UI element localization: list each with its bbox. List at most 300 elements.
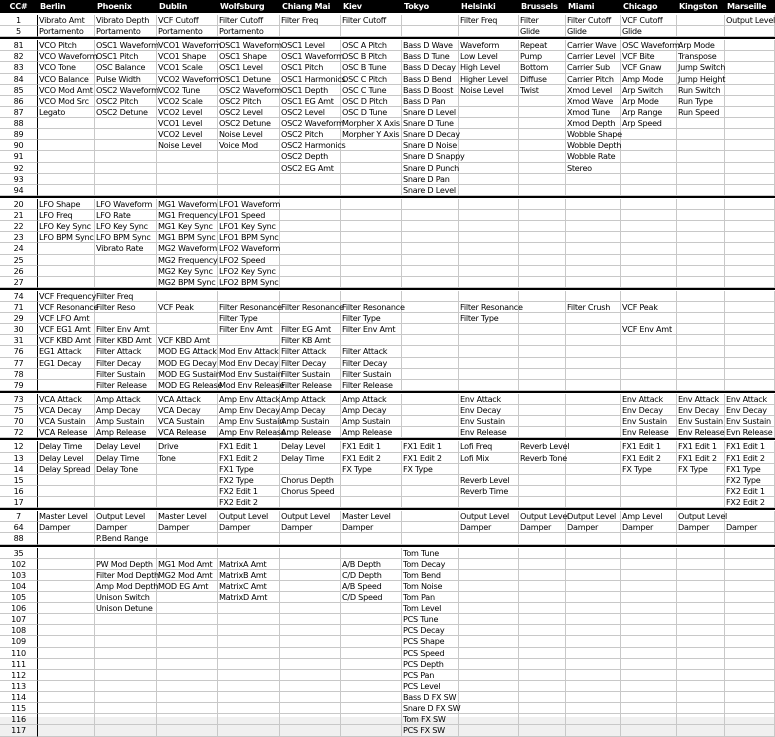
table-cell[interactable]: MatrixC Amt (218, 581, 280, 592)
table-cell[interactable] (519, 266, 566, 277)
cc-number-cell[interactable]: 90 (0, 140, 38, 151)
table-cell[interactable] (566, 475, 621, 486)
table-cell[interactable] (157, 614, 218, 625)
table-cell[interactable] (38, 670, 95, 681)
table-cell[interactable]: Filter Release (280, 380, 341, 391)
table-cell[interactable] (402, 210, 459, 221)
table-cell[interactable] (677, 255, 725, 266)
table-cell[interactable] (519, 221, 566, 232)
table-cell[interactable] (519, 380, 566, 391)
table-cell[interactable] (621, 199, 677, 210)
table-cell[interactable] (402, 522, 459, 533)
table-cell[interactable]: VCO Balance (38, 74, 95, 85)
table-cell[interactable] (38, 648, 95, 659)
table-cell[interactable] (280, 26, 341, 37)
table-cell[interactable]: VCA Release (157, 427, 218, 438)
table-cell[interactable] (341, 221, 402, 232)
table-cell[interactable] (459, 324, 519, 335)
table-cell[interactable] (280, 255, 341, 266)
table-cell[interactable]: Morpher Y Axis (341, 129, 402, 140)
cc-number-cell[interactable]: 112 (0, 670, 38, 681)
cc-number-cell[interactable]: 14 (0, 464, 38, 475)
table-cell[interactable] (459, 163, 519, 174)
table-cell[interactable]: FX2 Type (725, 475, 775, 486)
table-cell[interactable] (725, 335, 775, 346)
table-cell[interactable]: Bottom (519, 62, 566, 74)
table-cell[interactable] (566, 266, 621, 277)
table-cell[interactable]: Env Attack (677, 394, 725, 405)
table-cell[interactable] (95, 185, 157, 196)
table-cell[interactable] (341, 636, 402, 648)
table-cell[interactable]: Mod Env Release (219, 380, 285, 390)
table-cell[interactable] (519, 725, 566, 737)
table-cell[interactable]: Filter Env Amt (95, 324, 157, 335)
table-cell[interactable] (459, 346, 519, 358)
table-cell[interactable] (725, 670, 775, 681)
table-cell[interactable] (519, 592, 566, 603)
table-cell[interactable] (519, 394, 566, 405)
table-cell[interactable] (157, 659, 218, 670)
table-cell[interactable] (402, 497, 459, 508)
table-cell[interactable] (725, 659, 775, 670)
cc-number-cell[interactable]: 23 (0, 232, 38, 243)
table-cell[interactable] (459, 199, 519, 210)
table-cell[interactable]: Output Level (520, 511, 570, 521)
table-cell[interactable]: Amp Env Decay (219, 405, 280, 415)
table-cell[interactable]: Reverb Level (520, 441, 570, 451)
table-cell[interactable] (725, 603, 775, 614)
table-cell[interactable]: Env Sustain (621, 416, 677, 427)
cc-number-cell[interactable]: 26 (0, 266, 38, 277)
table-cell[interactable]: VCF Env Amt (621, 324, 677, 335)
cc-number-cell[interactable]: 107 (0, 614, 38, 625)
table-cell[interactable]: Bass D Bend (402, 74, 459, 85)
table-cell[interactable] (280, 243, 341, 255)
table-cell[interactable] (402, 277, 459, 288)
table-cell[interactable] (341, 614, 402, 625)
table-cell[interactable] (519, 416, 566, 427)
table-cell[interactable] (725, 185, 775, 196)
table-cell[interactable] (519, 636, 566, 648)
table-cell[interactable] (677, 486, 725, 497)
table-cell[interactable] (341, 603, 402, 614)
table-cell[interactable]: Amp Release (280, 427, 341, 438)
table-cell[interactable]: OSC1 Shape (218, 51, 280, 62)
table-cell[interactable]: Filter Crush (566, 302, 621, 313)
table-cell[interactable]: FX1 Edit 2 (341, 453, 402, 464)
table-cell[interactable] (519, 255, 566, 266)
table-cell[interactable]: FX1 Edit 1 (677, 441, 725, 453)
table-cell[interactable]: Wobble Shape (567, 129, 622, 139)
table-cell[interactable]: Noise Level (157, 140, 218, 151)
cc-number-cell[interactable]: 105 (0, 592, 38, 603)
cc-number-cell[interactable]: 31 (0, 335, 38, 346)
table-cell[interactable] (402, 416, 459, 427)
table-cell[interactable]: FX1 Edit 2 (725, 453, 775, 464)
table-cell[interactable]: VCA Attack (38, 394, 95, 405)
table-cell[interactable] (566, 210, 621, 221)
table-cell[interactable] (725, 581, 775, 592)
table-cell[interactable]: Snare D FX SW (403, 703, 461, 713)
table-cell[interactable]: Chorus Depth (280, 475, 341, 486)
table-cell[interactable]: Damper (157, 522, 218, 533)
table-cell[interactable] (38, 625, 95, 636)
table-cell[interactable]: OSC B Tune (341, 62, 402, 74)
table-cell[interactable] (459, 255, 519, 266)
cc-number-cell[interactable]: 115 (0, 703, 38, 714)
cc-number-cell[interactable]: 27 (0, 277, 38, 288)
table-cell[interactable] (157, 313, 218, 324)
table-cell[interactable] (621, 703, 677, 714)
cc-number-cell[interactable]: 76 (0, 346, 38, 358)
table-cell[interactable] (725, 51, 775, 62)
table-cell[interactable] (725, 174, 775, 185)
table-cell[interactable] (38, 533, 95, 545)
table-cell[interactable]: VCO1 Scale (157, 62, 218, 74)
table-cell[interactable]: Filter Resonance (342, 302, 405, 312)
table-cell[interactable] (621, 625, 677, 636)
table-cell[interactable] (402, 346, 459, 358)
table-cell[interactable] (677, 243, 725, 255)
table-cell[interactable] (519, 291, 566, 302)
cc-number-cell[interactable]: 109 (0, 636, 38, 648)
table-cell[interactable]: Amp Sustain (95, 416, 157, 427)
table-cell[interactable] (218, 681, 280, 692)
table-cell[interactable] (566, 346, 621, 358)
table-cell[interactable] (341, 548, 402, 559)
table-cell[interactable]: OSC1 Waveform (219, 40, 282, 50)
table-cell[interactable] (725, 163, 775, 174)
table-cell[interactable]: Amp Env Attack (219, 394, 281, 404)
table-cell[interactable] (402, 533, 459, 545)
table-cell[interactable]: LFO1 Waveform (219, 199, 281, 209)
table-cell[interactable]: High Level (459, 62, 519, 74)
table-cell[interactable] (519, 302, 566, 313)
table-cell[interactable]: Glide (621, 26, 677, 37)
table-cell[interactable]: LFO Freq (38, 210, 95, 221)
table-cell[interactable] (341, 140, 402, 151)
table-cell[interactable]: Amp Decay (280, 405, 341, 416)
table-cell[interactable] (95, 486, 157, 497)
table-cell[interactable] (459, 107, 519, 118)
table-cell[interactable]: VCF Cutoff (157, 15, 218, 26)
table-cell[interactable] (280, 636, 341, 648)
table-cell[interactable] (725, 614, 775, 625)
table-cell[interactable] (157, 291, 218, 302)
column-header-wolfsburg[interactable]: Wolfsburg (218, 0, 280, 13)
table-cell[interactable]: Amp Attack (280, 394, 341, 405)
table-cell[interactable] (519, 232, 566, 243)
table-cell[interactable]: Snare D Punch (403, 163, 460, 173)
table-cell[interactable]: MG1 Mod Amt (157, 559, 218, 570)
table-cell[interactable] (725, 199, 775, 210)
table-cell[interactable] (341, 185, 402, 196)
cc-number-cell[interactable]: 70 (0, 416, 38, 427)
table-cell[interactable] (725, 140, 775, 151)
table-cell[interactable] (621, 151, 677, 163)
table-cell[interactable]: Env Decay (459, 405, 519, 416)
table-cell[interactable]: Filter Reso (95, 302, 157, 313)
table-cell[interactable] (280, 559, 341, 570)
table-cell[interactable]: FX Type (341, 464, 402, 475)
table-cell[interactable] (38, 475, 95, 486)
table-cell[interactable] (157, 603, 218, 614)
table-cell[interactable] (280, 199, 341, 210)
table-cell[interactable] (519, 210, 566, 221)
cc-number-cell[interactable]: 103 (0, 570, 38, 581)
table-cell[interactable]: Filter Freq (280, 15, 341, 26)
table-cell[interactable] (566, 533, 621, 545)
table-cell[interactable] (677, 692, 725, 703)
table-cell[interactable] (218, 692, 280, 703)
table-cell[interactable]: Xmod Wave (566, 96, 621, 107)
table-cell[interactable] (280, 603, 341, 614)
table-cell[interactable] (459, 497, 519, 508)
table-cell[interactable] (157, 464, 218, 475)
table-cell[interactable] (621, 714, 677, 725)
table-cell[interactable]: Amp Sustain (341, 416, 402, 427)
table-cell[interactable] (677, 670, 725, 681)
table-cell[interactable] (621, 221, 677, 232)
table-cell[interactable] (157, 625, 218, 636)
table-cell[interactable] (519, 277, 566, 288)
table-cell[interactable] (280, 313, 341, 324)
table-cell[interactable] (38, 369, 95, 380)
table-cell[interactable] (677, 118, 725, 129)
table-cell[interactable] (341, 199, 402, 210)
table-cell[interactable]: Delay Time (95, 453, 157, 464)
table-cell[interactable] (621, 592, 677, 603)
table-cell[interactable]: Env Sustain (459, 416, 519, 427)
column-header-phoenix[interactable]: Phoenix (95, 0, 157, 13)
table-cell[interactable]: OSC2 Waveform (96, 85, 159, 95)
table-cell[interactable] (341, 26, 402, 37)
table-cell[interactable]: Env Attack (621, 394, 677, 405)
table-cell[interactable] (677, 232, 725, 243)
cc-number-cell[interactable]: 87 (0, 107, 38, 118)
table-cell[interactable] (566, 324, 621, 335)
table-cell[interactable] (38, 614, 95, 625)
table-cell[interactable] (157, 725, 218, 737)
table-cell[interactable] (280, 210, 341, 221)
table-cell[interactable]: Carrier Sub (566, 62, 621, 74)
table-cell[interactable] (218, 636, 280, 648)
table-cell[interactable]: Amp Env Sustain (219, 416, 284, 426)
table-cell[interactable]: Amp Mode (621, 74, 677, 85)
table-cell[interactable] (566, 380, 621, 391)
table-cell[interactable] (566, 570, 621, 581)
column-header-chiang-mai[interactable]: Chiang Mai (280, 0, 341, 13)
table-cell[interactable]: FX1 Type (725, 464, 775, 475)
table-cell[interactable] (95, 174, 157, 185)
table-cell[interactable]: OSC2 Waveform (281, 118, 344, 128)
table-cell[interactable] (725, 277, 775, 288)
table-cell[interactable]: OSC1 Detune (218, 74, 280, 85)
table-cell[interactable] (38, 174, 95, 185)
cc-number-cell[interactable]: 84 (0, 74, 38, 85)
table-cell[interactable] (519, 681, 566, 692)
table-cell[interactable] (677, 199, 725, 210)
table-cell[interactable] (459, 151, 519, 163)
table-cell[interactable] (459, 221, 519, 232)
table-cell[interactable] (519, 559, 566, 570)
table-cell[interactable]: Tom Noise (402, 581, 459, 592)
table-cell[interactable] (621, 692, 677, 703)
table-cell[interactable]: Tom Decay (402, 559, 459, 570)
cc-number-cell[interactable]: 116 (0, 714, 38, 725)
table-cell[interactable] (280, 533, 341, 545)
table-cell[interactable]: VCO Pitch (38, 40, 95, 51)
table-cell[interactable]: Glide (519, 26, 566, 37)
column-header-helsinki[interactable]: Helsinki (459, 0, 519, 13)
table-cell[interactable] (519, 243, 566, 255)
table-cell[interactable]: OSC C Pitch (341, 74, 402, 85)
table-cell[interactable] (566, 453, 621, 464)
table-cell[interactable] (725, 266, 775, 277)
table-cell[interactable] (95, 625, 157, 636)
table-cell[interactable] (677, 648, 725, 659)
table-cell[interactable] (95, 636, 157, 648)
table-cell[interactable] (341, 625, 402, 636)
cc-number-cell[interactable]: 104 (0, 581, 38, 592)
table-cell[interactable]: MG2 Mod Amt (157, 570, 218, 581)
table-cell[interactable] (677, 659, 725, 670)
table-cell[interactable] (519, 163, 566, 174)
table-cell[interactable]: FX2 Edit 2 (725, 497, 775, 508)
table-cell[interactable] (402, 199, 459, 210)
cc-number-cell[interactable]: 30 (0, 324, 38, 335)
table-cell[interactable]: Bass D Wave (402, 40, 459, 51)
table-cell[interactable] (157, 486, 218, 497)
cc-number-cell[interactable]: 7 (0, 511, 38, 522)
table-cell[interactable] (677, 625, 725, 636)
table-cell[interactable] (459, 725, 519, 737)
table-cell[interactable]: MOD EG Release (158, 380, 223, 390)
table-cell[interactable] (280, 185, 341, 196)
table-cell[interactable] (566, 659, 621, 670)
table-cell[interactable] (38, 548, 95, 559)
table-cell[interactable] (725, 692, 775, 703)
table-cell[interactable] (566, 670, 621, 681)
table-cell[interactable] (621, 313, 677, 324)
table-cell[interactable] (519, 335, 566, 346)
table-cell[interactable] (725, 625, 775, 636)
table-cell[interactable] (677, 497, 725, 508)
table-cell[interactable] (519, 107, 566, 118)
table-cell[interactable] (341, 163, 402, 174)
table-cell[interactable]: Amp Attack (95, 394, 157, 405)
cc-number-cell[interactable]: 106 (0, 603, 38, 614)
table-cell[interactable]: Delay Spread (38, 464, 95, 475)
cc-number-cell[interactable]: 88 (0, 118, 38, 129)
table-cell[interactable] (677, 475, 725, 486)
table-cell[interactable]: Filter Resonance (281, 302, 344, 312)
table-cell[interactable] (95, 614, 157, 625)
table-cell[interactable]: LFO2 BPM Sync (219, 277, 279, 287)
table-cell[interactable]: Vibrato Amt (38, 15, 95, 26)
table-cell[interactable]: MG1 Key Sync (157, 221, 218, 232)
table-cell[interactable] (677, 533, 725, 545)
table-cell[interactable] (341, 681, 402, 692)
table-cell[interactable]: OSC D Pitch (341, 96, 402, 107)
table-cell[interactable] (341, 670, 402, 681)
table-cell[interactable]: Reverb Tone (520, 453, 567, 463)
table-cell[interactable] (677, 266, 725, 277)
table-cell[interactable] (341, 497, 402, 508)
table-cell[interactable]: Filter Release (341, 380, 402, 391)
table-cell[interactable]: FX1 Edit 2 (402, 453, 459, 464)
table-cell[interactable] (157, 681, 218, 692)
table-cell[interactable]: FX1 Edit 1 (725, 441, 775, 453)
table-cell[interactable]: Env Decay (677, 405, 725, 416)
table-cell[interactable] (519, 714, 566, 725)
table-cell[interactable] (459, 243, 519, 255)
cc-number-cell[interactable]: 25 (0, 255, 38, 266)
table-cell[interactable] (519, 464, 566, 475)
table-cell[interactable] (95, 475, 157, 486)
table-cell[interactable] (566, 497, 621, 508)
table-cell[interactable]: VCO1 Waveform (158, 40, 222, 50)
table-cell[interactable] (341, 648, 402, 659)
table-cell[interactable] (459, 232, 519, 243)
table-cell[interactable] (280, 692, 341, 703)
table-cell[interactable]: Chorus Speed (280, 486, 341, 497)
table-cell[interactable] (677, 603, 725, 614)
table-cell[interactable]: MOD EG Decay (158, 358, 217, 368)
table-cell[interactable] (519, 405, 566, 416)
table-cell[interactable] (38, 380, 95, 391)
table-cell[interactable]: VCF Peak (621, 302, 677, 313)
table-cell[interactable] (519, 625, 566, 636)
table-cell[interactable] (95, 118, 157, 129)
table-cell[interactable]: Evn Release (725, 427, 775, 438)
table-cell[interactable] (157, 174, 218, 185)
table-cell[interactable] (566, 592, 621, 603)
table-cell[interactable]: Damper (566, 522, 621, 533)
table-cell[interactable] (677, 140, 725, 151)
cc-number-cell[interactable]: 77 (0, 358, 38, 369)
table-cell[interactable]: A/B Speed (341, 581, 402, 592)
table-cell[interactable] (677, 174, 725, 185)
table-cell[interactable] (402, 26, 459, 37)
table-cell[interactable] (725, 703, 775, 714)
table-cell[interactable]: EG1 Attack (38, 346, 95, 358)
table-cell[interactable] (38, 570, 95, 581)
table-cell[interactable]: OSC2 Detune (95, 107, 157, 118)
table-cell[interactable] (725, 74, 775, 85)
table-cell[interactable] (621, 277, 677, 288)
table-cell[interactable] (519, 703, 566, 714)
table-cell[interactable] (677, 548, 725, 559)
table-cell[interactable]: Legato (38, 107, 95, 118)
table-cell[interactable]: Portamento (157, 26, 218, 37)
table-cell[interactable] (566, 185, 621, 196)
table-cell[interactable]: MatrixA Amt (218, 559, 280, 570)
table-cell[interactable] (725, 681, 775, 692)
table-cell[interactable]: Low Level (459, 51, 519, 62)
table-cell[interactable] (621, 163, 677, 174)
table-cell[interactable]: MatrixB Amt (218, 570, 280, 581)
table-cell[interactable] (38, 266, 95, 277)
table-cell[interactable] (402, 486, 459, 497)
cc-number-cell[interactable]: 92 (0, 163, 38, 174)
table-cell[interactable] (38, 581, 95, 592)
table-cell[interactable] (280, 670, 341, 681)
table-cell[interactable]: PCS Pan (402, 670, 459, 681)
table-cell[interactable]: VCF LFO Amt (38, 313, 95, 324)
table-cell[interactable] (95, 648, 157, 659)
table-cell[interactable] (157, 151, 218, 163)
